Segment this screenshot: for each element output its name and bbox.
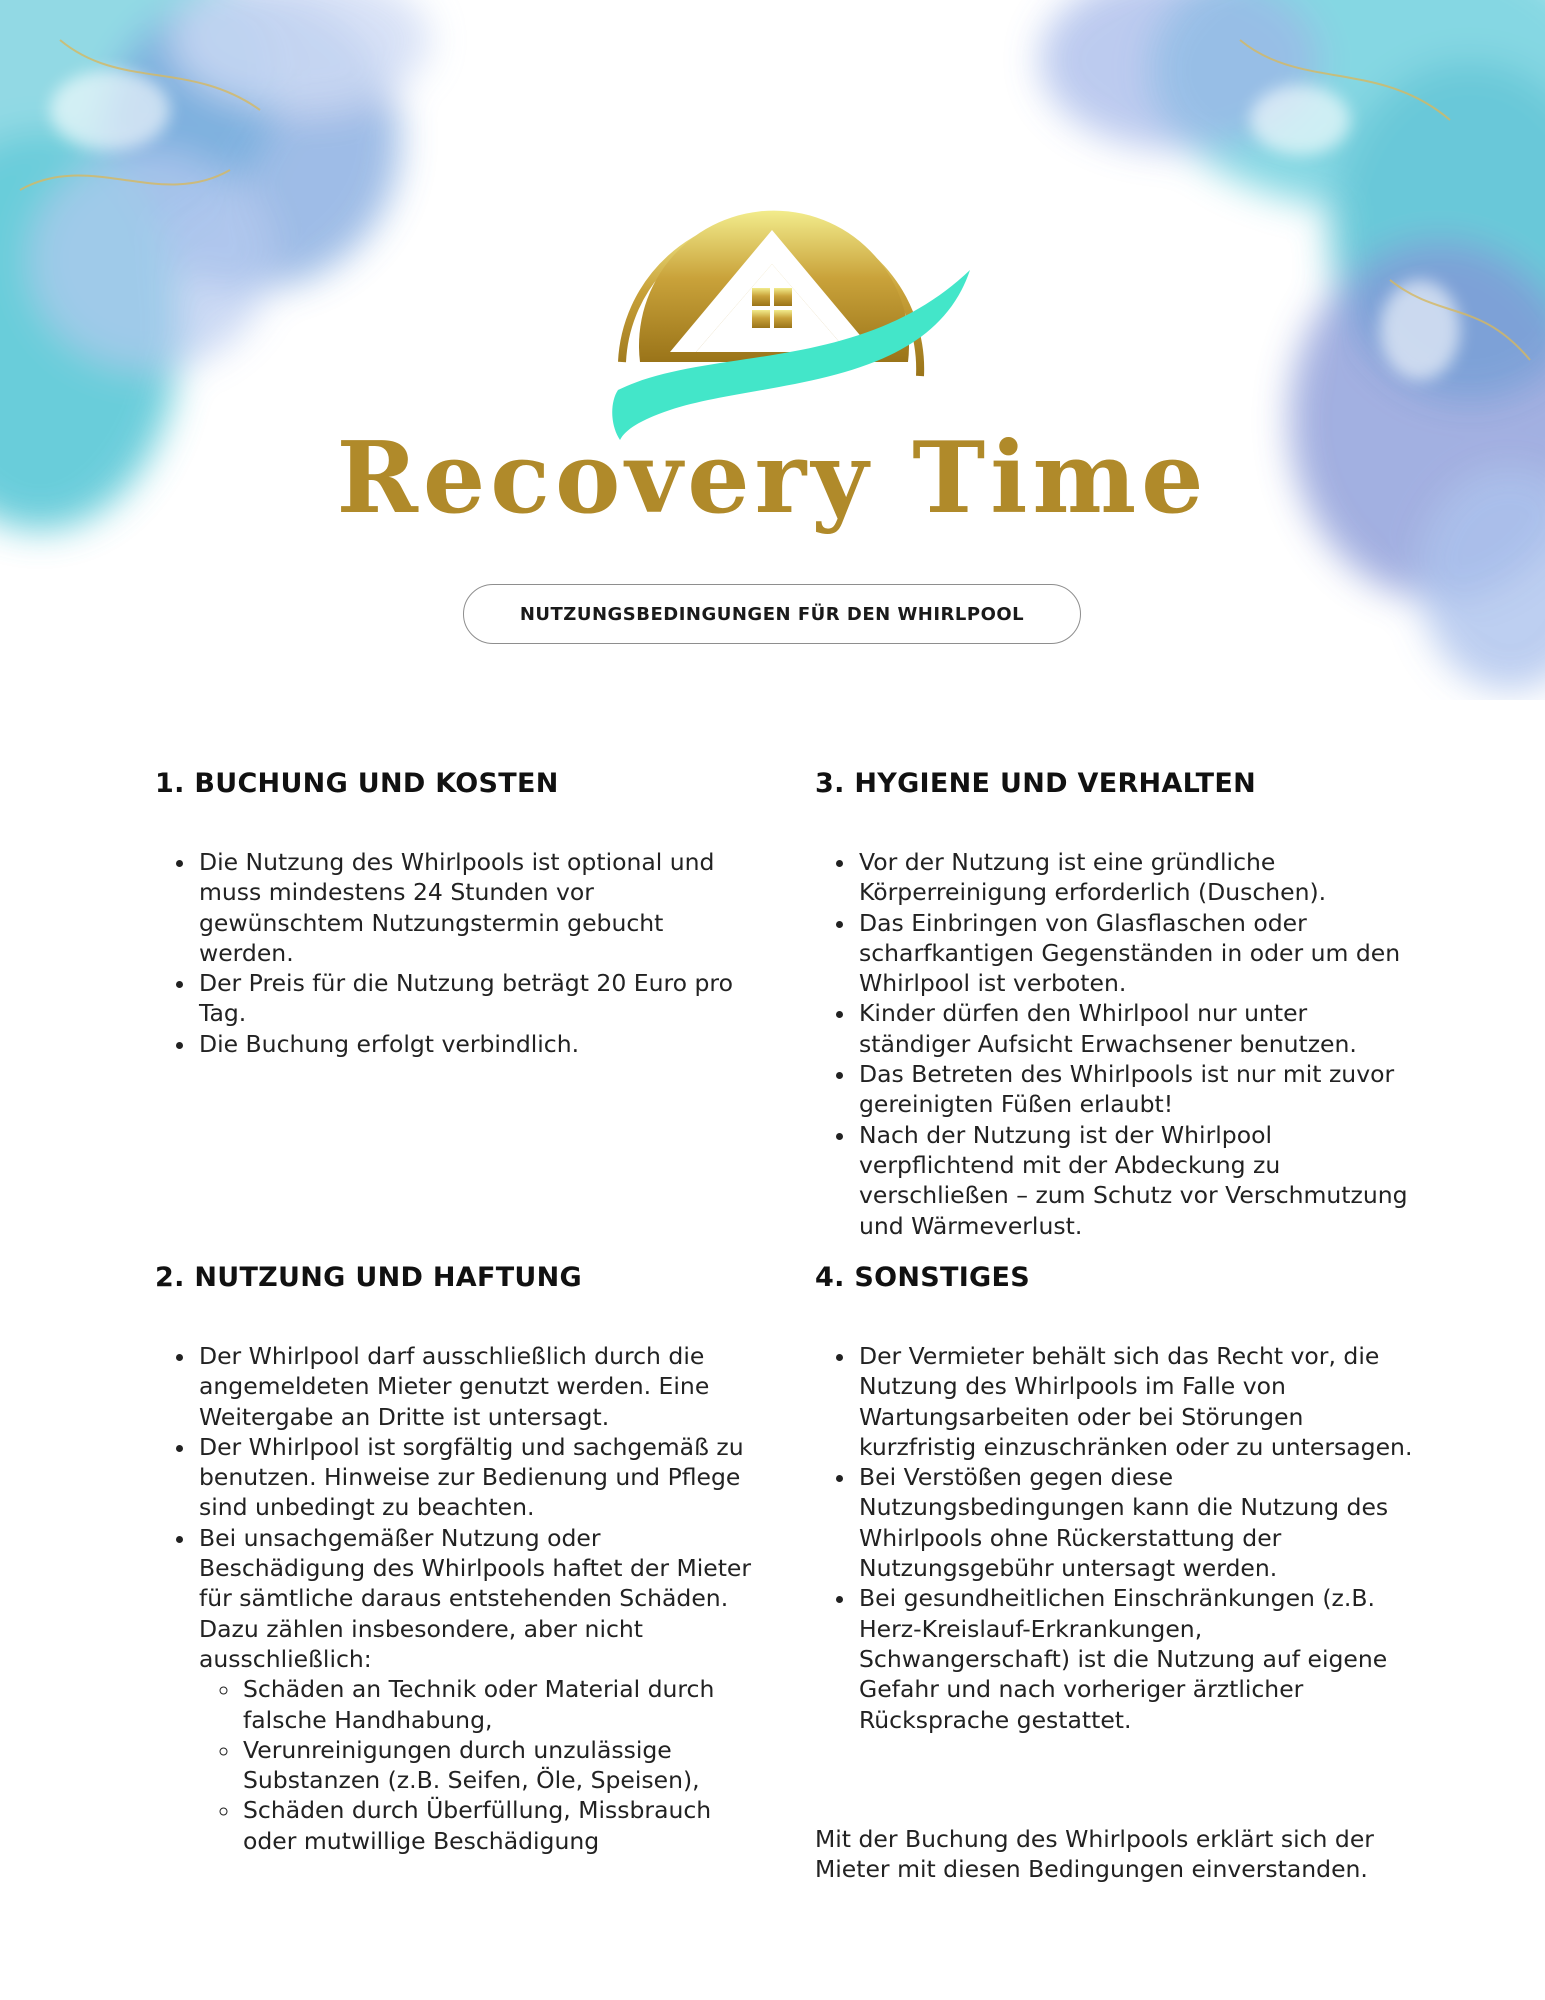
- list-item: • Bei Verstößen gegen diese Nutzungsbedingungen kann die Nutzung des Whirlpools ohne Rückerstattung der Nutzungsgebühr untersagt werden.: [857, 1462, 1415, 1583]
- section-usage-liability: [155, 1262, 755, 1856]
- section-misc: [815, 1262, 1415, 1735]
- logo-house-icon: [530, 140, 1010, 460]
- title-banner: NUTZUNGSBEDINGUNGEN FÜR DEN WHIRLPOOL: [463, 584, 1081, 644]
- list-item: • Das Einbringen von Glasflaschen oder scharfkantigen Gegenständen in oder um den Whirlpool ist verboten.: [857, 908, 1415, 999]
- list-item: [197, 1523, 755, 1856]
- sub-list-item: ◦ Verunreinigungen durch unzulässige Substanzen (z.B. Seifen, Öle, Speisen),: [241, 1735, 755, 1796]
- closing-statement: Mit der Buchung des Whirlpools erklärt sich der Mieter mit diesen Bedingungen einverstanden.: [815, 1825, 1374, 1884]
- list-item: • Der Whirlpool ist sorgfältig und sachgemäß zu benutzen. Hinweise zur Bedienung und Pflege sind unbedingt zu beachten.: [197, 1432, 755, 1523]
- section-hygiene: [815, 768, 1415, 1241]
- list-item-text: Bei unsachgemäßer Nutzung oder Beschädigung des Whirlpools haftet der Mieter für sämtliche daraus entstehenden Schäden. Dazu zählen insbesondere, aber nicht ausschließlich:: [199, 1523, 752, 1673]
- brand-title: Recovery Time: [336, 421, 1209, 536]
- section-title: 2. NUTZUNG UND HAFTUNG: [155, 1262, 583, 1293]
- sub-list: [199, 1674, 755, 1856]
- section-title: 1. BUCHUNG UND KOSTEN: [155, 768, 559, 799]
- list-item: • Kinder dürfen den Whirlpool nur unter ständiger Aufsicht Erwachsener benutzen.: [857, 998, 1415, 1059]
- sub-list-item: ◦ Schäden an Technik oder Material durch falsche Handhabung,: [241, 1674, 755, 1735]
- section-booking: [155, 768, 755, 1059]
- bullet-list: [815, 1341, 1415, 1735]
- list-item: • Das Betreten des Whirlpools ist nur mit zuvor gereinigten Füßen erlaubt!: [857, 1059, 1415, 1120]
- list-item: • Die Nutzung des Whirlpools ist optional und muss mindestens 24 Stunden vor gewünschtem Nutzungstermin gebucht werden.: [197, 847, 755, 968]
- list-item: • Nach der Nutzung ist der Whirlpool verpflichtend mit der Abdeckung zu verschließen – zum Schutz vor Verschmutzung und Wärmeverlust.: [857, 1120, 1415, 1241]
- list-item: • Die Buchung erfolgt verbindlich.: [197, 1029, 755, 1059]
- list-item: • Vor der Nutzung ist eine gründliche Körperreinigung erforderlich (Duschen).: [857, 847, 1415, 908]
- list-item: • Der Preis für die Nutzung beträgt 20 Euro pro Tag.: [197, 968, 755, 1029]
- bullet-list: [155, 1341, 755, 1856]
- bullet-list: [155, 847, 755, 1059]
- list-item: • Bei gesundheitlichen Einschränkungen (z.B. Herz-Kreislauf-Erkrankungen, Schwangerschaft) ist die Nutzung auf eigene Gefahr und nach vorheriger ärztlicher Rücksprache gestattet.: [857, 1583, 1415, 1734]
- bullet-list: [815, 847, 1415, 1241]
- section-title: 4. SONSTIGES: [815, 1262, 1030, 1293]
- sub-list-item: ◦ Schäden durch Überfüllung, Missbrauch oder mutwillige Beschädigung: [241, 1795, 755, 1856]
- list-item: • Der Vermieter behält sich das Recht vor, die Nutzung des Whirlpools im Falle von Wartungsarbeiten oder bei Störungen kurzfristig einzuschränken oder zu untersagen.: [857, 1341, 1415, 1462]
- list-item: • Der Whirlpool darf ausschließlich durch die angemeldeten Mieter genutzt werden. Eine Weitergabe an Dritte ist untersagt.: [197, 1341, 755, 1432]
- section-title: 3. HYGIENE UND VERHALTEN: [815, 768, 1257, 799]
